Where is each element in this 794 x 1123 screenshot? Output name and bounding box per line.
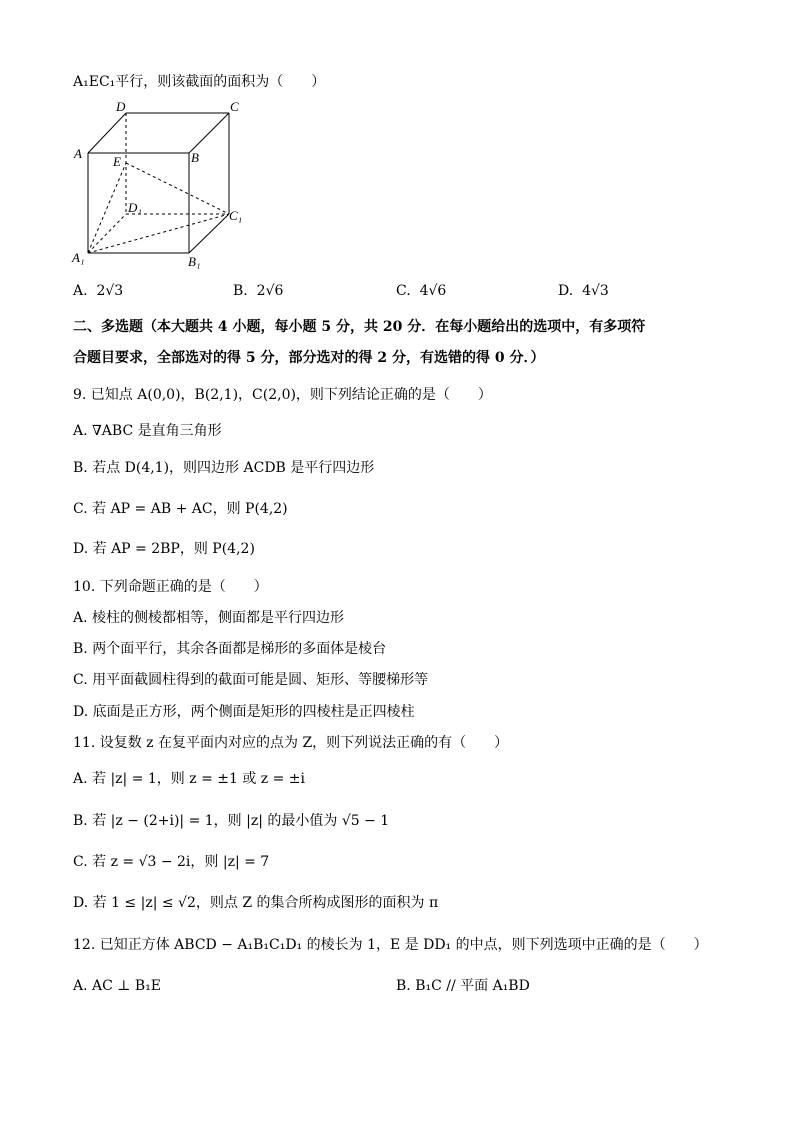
q10-option-a: A. 棱柱的侧棱都相等，侧面都是平行四边形 — [73, 610, 345, 626]
label-C1: C₁ — [229, 208, 243, 223]
q10-option-d: D. 底面是正方形，两个侧面是矩形的四棱柱是正四棱柱 — [73, 704, 415, 720]
q11-option-c: C. 若 z = √3 − 2i，则 |z| = 7 — [73, 854, 270, 870]
label-D: D — [116, 99, 126, 114]
option-value: 4√3 — [582, 283, 609, 299]
intro-line: A₁EC₁平行，则该截面的面积为（ ） — [73, 74, 326, 90]
label-A1: A₁ — [72, 250, 85, 265]
q9-option-c: C. 若 AP = AB + AC，则 P(4,2) — [73, 501, 288, 517]
option-value: 2√3 — [96, 283, 124, 299]
section-header-line1: 二、多选题（本大题共 4 小题，每小题 5 分，共 20 分．在每小题给出的选项中，有多项符 — [73, 319, 646, 335]
q12-option-a: A. AC ⊥ B₁E — [73, 978, 162, 994]
label-C: C — [230, 99, 239, 114]
q12-stem: 12. 已知正方体 ABCD − A₁B₁C₁D₁ 的棱长为 1，E 是 DD₁ 的中点，则下列选项中正确的是（ ） — [73, 937, 708, 953]
option-letter: D. — [558, 283, 574, 299]
q10-stem: 10. 下列命题正确的是（ ） — [73, 579, 268, 595]
label-D1: D₁ — [128, 200, 142, 215]
option-value: 2√6 — [256, 283, 284, 299]
label-B1: B₁ — [188, 254, 201, 269]
q9-option-d: D. 若 AP = 2BP，则 P(4,2) — [73, 541, 255, 557]
q8-option-a — [73, 282, 123, 300]
q8-option-c — [396, 282, 446, 300]
option-letter: C. — [396, 283, 411, 299]
q9-option-b: B. 若点 D(4,1)，则四边形 ACDB 是平行四边形 — [73, 460, 375, 476]
label-B: B — [191, 150, 199, 165]
q9-option-a: A. ∇ABC 是直角三角形 — [73, 423, 222, 439]
q8-option-b — [233, 282, 283, 300]
option-value: 4√6 — [419, 283, 447, 299]
option-letter: A. — [73, 283, 88, 299]
q12-option-b: B. B₁C // 平面 A₁BD — [396, 978, 530, 994]
q10-option-b: B. 两个面平行，其余各面都是梯形的多面体是棱台 — [73, 641, 387, 657]
q11-stem: 11. 设复数 z 在复平面内对应的点为 Z，则下列说法正确的有（ ） — [73, 735, 509, 751]
label-E: E — [113, 154, 121, 169]
q11-option-d: D. 若 1 ≤ |z| ≤ √2，则点 Z 的集合所构成图形的面积为 π — [73, 895, 439, 911]
section-header-line2: 合题目要求，全部选对的得 5 分，部分选对的得 2 分，有选错的得 0 分．） — [73, 350, 545, 366]
option-letter: B. — [233, 283, 248, 299]
q9-stem: 9. 已知点 A(0,0)，B(2,1)，C(2,0)，则下列结论正确的是（ ） — [73, 387, 492, 403]
q8-option-d — [558, 282, 609, 300]
q11-option-b: B. 若 |z − (2+i)| = 1，则 |z| 的最小值为 √5 − 1 — [73, 813, 390, 829]
q10-option-c: C. 用平面截圆柱得到的截面可能是圆、矩形、等腰梯形等 — [73, 672, 429, 688]
label-A: A — [74, 146, 82, 161]
q11-option-a: A. 若 |z| = 1，则 z = ±1 或 z = ±i — [73, 771, 306, 787]
